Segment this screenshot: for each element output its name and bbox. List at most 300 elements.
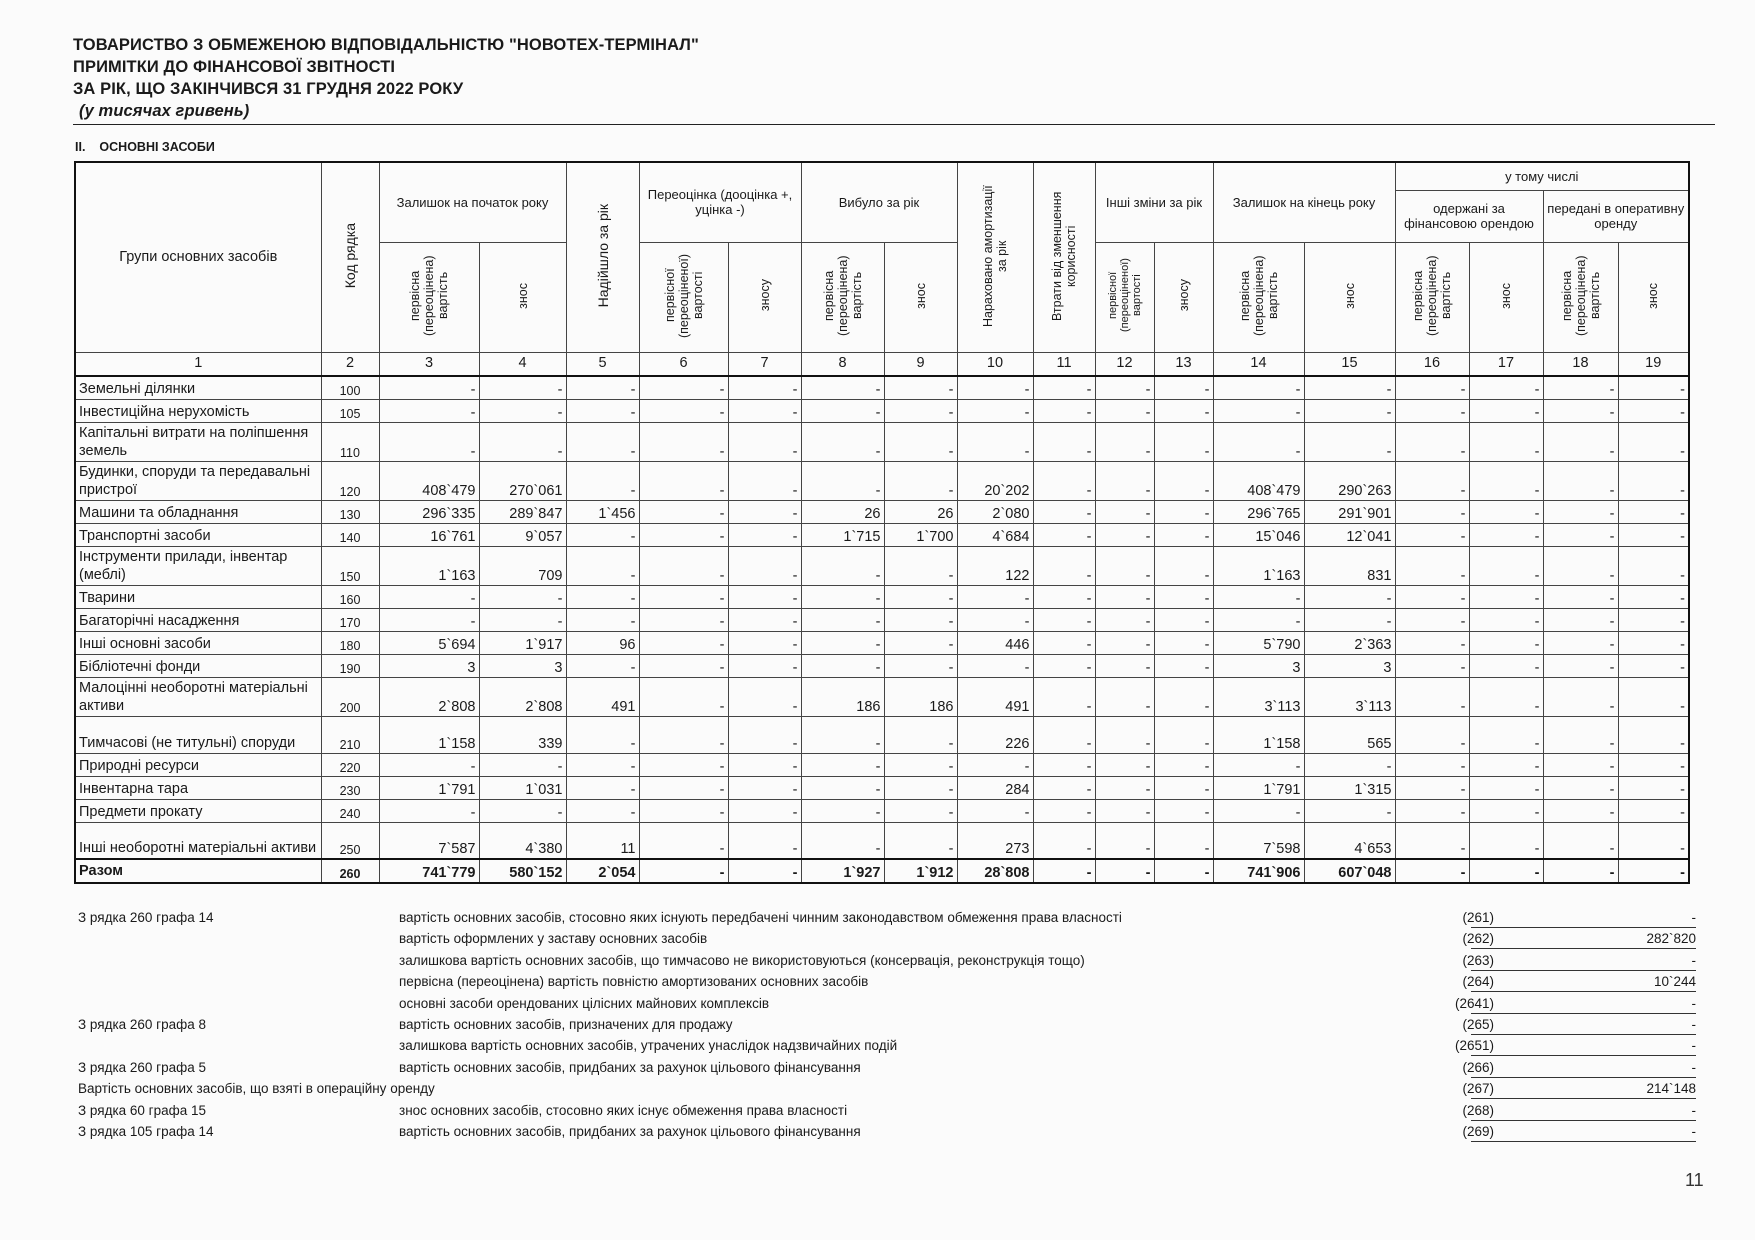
- row-code: 140: [321, 523, 379, 546]
- value-cell: -: [1304, 399, 1395, 422]
- value-cell: 408`479: [379, 461, 479, 500]
- value-cell: 1`700: [884, 523, 957, 546]
- value-cell: -: [1469, 546, 1543, 585]
- header-finlease: одержані за фінансовою орендою: [1395, 190, 1543, 242]
- value-cell: -: [728, 677, 801, 716]
- value-cell: 122: [957, 546, 1033, 585]
- value-cell: -: [1033, 376, 1095, 400]
- header-revaluation: Переоцінка (дооцінка +, уцінка -): [639, 162, 801, 242]
- value-cell: -: [1304, 753, 1395, 776]
- value-cell: -: [379, 608, 479, 631]
- value-cell: -: [1095, 859, 1154, 883]
- value-cell: 5`694: [379, 631, 479, 654]
- value-cell: -: [479, 799, 566, 822]
- note-reference: З рядка 60 графа 15: [78, 1102, 206, 1118]
- value-cell: -: [728, 608, 801, 631]
- row-code: 230: [321, 776, 379, 799]
- subheader-reval-wear: зносу: [728, 242, 801, 352]
- value-cell: 1`927: [801, 859, 884, 883]
- note-text: знос основних засобів, стосовно яких існує обмеження права власності: [399, 1102, 848, 1118]
- value-cell: 291`901: [1304, 500, 1395, 523]
- note-text: залишкова вартість основних засобів, утрачених унаслідок надзвичайних подій: [399, 1038, 898, 1054]
- note-value: -: [1471, 1017, 1696, 1035]
- value-cell: -: [1469, 776, 1543, 799]
- row-code: 240: [321, 799, 379, 822]
- value-cell: -: [1095, 399, 1154, 422]
- note-row: [78, 929, 1696, 950]
- value-cell: -: [884, 776, 957, 799]
- value-cell: -: [728, 523, 801, 546]
- value-cell: -: [1033, 523, 1095, 546]
- value-cell: -: [1154, 677, 1213, 716]
- value-cell: 741`779: [379, 859, 479, 883]
- value-cell: 2`080: [957, 500, 1033, 523]
- value-cell: -: [479, 585, 566, 608]
- note-code: (265): [1462, 1016, 1494, 1032]
- value-cell: -: [1618, 799, 1689, 822]
- value-cell: -: [1154, 523, 1213, 546]
- value-cell: 2`054: [566, 859, 639, 883]
- value-cell: -: [639, 376, 728, 400]
- note-text: вартість основних засобів, стосовно яких існують передбачені чинним законодавством обмеження права власності: [399, 910, 1122, 925]
- value-cell: -: [1618, 753, 1689, 776]
- subheader-fin-wear: знос: [1469, 242, 1543, 352]
- value-cell: 9`057: [479, 523, 566, 546]
- row-code: 250: [321, 822, 379, 859]
- note-row: [78, 1058, 1696, 1079]
- value-cell: -: [1543, 677, 1618, 716]
- row-code: 210: [321, 716, 379, 753]
- asset-group-name: Машини та обладнання: [75, 500, 321, 523]
- value-cell: 28`808: [957, 859, 1033, 883]
- note-text: вартість основних засобів, призначених для продажу: [399, 1016, 733, 1032]
- value-cell: -: [1154, 546, 1213, 585]
- value-cell: -: [1469, 608, 1543, 631]
- value-cell: -: [1543, 376, 1618, 400]
- value-cell: -: [1213, 376, 1304, 400]
- note-value: -: [1471, 1060, 1696, 1078]
- note-code: (268): [1462, 1102, 1494, 1118]
- value-cell: -: [1618, 859, 1689, 883]
- value-cell: -: [639, 500, 728, 523]
- value-cell: -: [379, 422, 479, 461]
- value-cell: -: [801, 753, 884, 776]
- table-row: [75, 546, 1689, 585]
- value-cell: -: [1395, 716, 1469, 753]
- value-cell: -: [1469, 799, 1543, 822]
- value-cell: -: [801, 461, 884, 500]
- value-cell: -: [1618, 654, 1689, 677]
- value-cell: -: [1395, 631, 1469, 654]
- value-cell: -: [884, 585, 957, 608]
- note-value: -: [1471, 1124, 1696, 1142]
- subheader-op-wear: знос: [1618, 242, 1689, 352]
- value-cell: -: [884, 716, 957, 753]
- value-cell: 12`041: [1304, 523, 1395, 546]
- value-cell: -: [1618, 422, 1689, 461]
- value-cell: -: [566, 776, 639, 799]
- value-cell: -: [1304, 422, 1395, 461]
- value-cell: 4`380: [479, 822, 566, 859]
- value-cell: -: [1469, 859, 1543, 883]
- value-cell: 289`847: [479, 500, 566, 523]
- value-cell: -: [1095, 422, 1154, 461]
- value-cell: -: [1543, 422, 1618, 461]
- value-cell: 491: [566, 677, 639, 716]
- column-number: 18: [1543, 352, 1618, 376]
- table-row: [75, 422, 1689, 461]
- value-cell: -: [1033, 500, 1095, 523]
- value-cell: -: [801, 399, 884, 422]
- value-cell: -: [1213, 585, 1304, 608]
- value-cell: -: [1095, 546, 1154, 585]
- value-cell: -: [566, 523, 639, 546]
- note-value: -: [1471, 1103, 1696, 1121]
- value-cell: -: [1033, 677, 1095, 716]
- value-cell: -: [379, 376, 479, 400]
- value-cell: -: [379, 585, 479, 608]
- value-cell: -: [1213, 422, 1304, 461]
- value-cell: 7`587: [379, 822, 479, 859]
- note-row: [78, 951, 1696, 972]
- asset-group-name: Природні ресурси: [75, 753, 321, 776]
- note-row: [78, 994, 1696, 1015]
- note-row: [78, 972, 1696, 993]
- header-end: Залишок на кінець року: [1213, 162, 1395, 242]
- table-row: [75, 608, 1689, 631]
- asset-group-name: Багаторічні насадження: [75, 608, 321, 631]
- value-cell: -: [801, 422, 884, 461]
- row-code: 110: [321, 422, 379, 461]
- value-cell: 339: [479, 716, 566, 753]
- value-cell: -: [801, 822, 884, 859]
- column-number-row: [75, 352, 1689, 376]
- value-cell: -: [1543, 585, 1618, 608]
- value-cell: -: [1033, 753, 1095, 776]
- table-row: [75, 461, 1689, 500]
- row-code: 220: [321, 753, 379, 776]
- subheader-other-wear: зносу: [1154, 242, 1213, 352]
- value-cell: -: [1033, 399, 1095, 422]
- value-cell: 26: [801, 500, 884, 523]
- row-code: 150: [321, 546, 379, 585]
- value-cell: -: [1154, 776, 1213, 799]
- subheader-end-wear: знос: [1304, 242, 1395, 352]
- table-row: [75, 523, 1689, 546]
- note-code: (2641): [1454, 995, 1494, 1011]
- value-cell: -: [1395, 822, 1469, 859]
- value-cell: -: [801, 376, 884, 400]
- value-cell: 1`456: [566, 500, 639, 523]
- value-cell: -: [566, 399, 639, 422]
- value-cell: -: [1543, 461, 1618, 500]
- value-cell: 296`335: [379, 500, 479, 523]
- section-number: II.: [75, 140, 86, 154]
- value-cell: -: [1154, 399, 1213, 422]
- value-cell: -: [566, 422, 639, 461]
- value-cell: -: [957, 654, 1033, 677]
- value-cell: -: [1154, 422, 1213, 461]
- value-cell: -: [1095, 631, 1154, 654]
- value-cell: -: [566, 608, 639, 631]
- value-cell: -: [639, 716, 728, 753]
- value-cell: -: [1395, 608, 1469, 631]
- value-cell: -: [1033, 461, 1095, 500]
- value-cell: -: [801, 799, 884, 822]
- header-including: у тому числі: [1395, 162, 1689, 190]
- fixed-assets-table: [74, 161, 1690, 884]
- value-cell: -: [884, 608, 957, 631]
- notes-section: [78, 908, 1696, 1143]
- value-cell: -: [1618, 631, 1689, 654]
- column-number: 16: [1395, 352, 1469, 376]
- table-row: [75, 376, 1689, 400]
- value-cell: -: [728, 585, 801, 608]
- value-cell: -: [566, 716, 639, 753]
- note-code: (262): [1462, 931, 1494, 947]
- value-cell: -: [728, 376, 801, 400]
- value-cell: -: [957, 608, 1033, 631]
- header-code: Код рядка: [321, 162, 379, 352]
- value-cell: -: [566, 546, 639, 585]
- header-disposed: Вибуло за рік: [801, 162, 957, 242]
- value-cell: -: [1469, 716, 1543, 753]
- value-cell: -: [884, 546, 957, 585]
- value-cell: -: [1395, 753, 1469, 776]
- value-cell: 16`761: [379, 523, 479, 546]
- value-cell: 1`917: [479, 631, 566, 654]
- value-cell: -: [379, 753, 479, 776]
- value-cell: -: [1395, 399, 1469, 422]
- value-cell: 226: [957, 716, 1033, 753]
- note-reference: З рядка 260 графа 8: [78, 1016, 206, 1032]
- subheader-wear: знос: [479, 242, 566, 352]
- table-row: [75, 631, 1689, 654]
- value-cell: -: [1213, 753, 1304, 776]
- value-cell: -: [479, 376, 566, 400]
- value-cell: -: [639, 523, 728, 546]
- column-number: 4: [479, 352, 566, 376]
- asset-group-name: Інвестиційна нерухомість: [75, 399, 321, 422]
- value-cell: -: [1033, 546, 1095, 585]
- value-cell: -: [1543, 859, 1618, 883]
- value-cell: -: [1095, 500, 1154, 523]
- value-cell: -: [1469, 585, 1543, 608]
- value-cell: -: [728, 859, 801, 883]
- table-row: [75, 654, 1689, 677]
- column-number: 8: [801, 352, 884, 376]
- value-cell: -: [728, 654, 801, 677]
- column-number: 12: [1095, 352, 1154, 376]
- value-cell: -: [639, 677, 728, 716]
- value-cell: -: [801, 631, 884, 654]
- value-cell: -: [728, 461, 801, 500]
- header-divider: [73, 124, 1715, 125]
- column-number: 14: [1213, 352, 1304, 376]
- asset-group-name: Малоцінні необоротні матеріальні активи: [75, 677, 321, 716]
- table-row: [75, 799, 1689, 822]
- value-cell: -: [479, 422, 566, 461]
- document-title: ПРИМІТКИ ДО ФІНАНСОВОЇ ЗВІТНОСТІ: [73, 58, 396, 76]
- note-value: 282`820: [1471, 931, 1696, 949]
- value-cell: 3: [1213, 654, 1304, 677]
- value-cell: -: [1618, 776, 1689, 799]
- column-number: 11: [1033, 352, 1095, 376]
- currency-unit: (у тисячах гривень): [79, 102, 250, 120]
- value-cell: -: [1395, 654, 1469, 677]
- header-oplease: передані в оперативну оренду: [1543, 190, 1689, 242]
- column-number: 5: [566, 352, 639, 376]
- value-cell: 96: [566, 631, 639, 654]
- value-cell: -: [1618, 585, 1689, 608]
- value-cell: -: [728, 822, 801, 859]
- column-number: 10: [957, 352, 1033, 376]
- value-cell: -: [1095, 461, 1154, 500]
- value-cell: 290`263: [1304, 461, 1395, 500]
- subheader-initial-cost: первісна (переоцінена) вартість: [379, 242, 479, 352]
- value-cell: 4`684: [957, 523, 1033, 546]
- header-group: Групи основних засобів: [75, 162, 321, 352]
- value-cell: 15`046: [1213, 523, 1304, 546]
- value-cell: -: [1095, 799, 1154, 822]
- asset-group-name: Інструменти прилади, інвентар (меблі): [75, 546, 321, 585]
- note-code: (264): [1462, 974, 1494, 990]
- header-other: Інші зміни за рік: [1095, 162, 1213, 242]
- value-cell: -: [1395, 523, 1469, 546]
- note-code: (261): [1462, 910, 1494, 925]
- value-cell: -: [1469, 631, 1543, 654]
- value-cell: -: [1213, 399, 1304, 422]
- value-cell: -: [884, 753, 957, 776]
- value-cell: -: [479, 753, 566, 776]
- value-cell: -: [1618, 461, 1689, 500]
- subheader-fin-initial: первісна (переоцінена) вартість: [1395, 242, 1469, 352]
- value-cell: -: [957, 399, 1033, 422]
- value-cell: -: [1469, 822, 1543, 859]
- value-cell: -: [566, 585, 639, 608]
- value-cell: -: [728, 753, 801, 776]
- value-cell: 1`163: [379, 546, 479, 585]
- value-cell: 1`163: [1213, 546, 1304, 585]
- value-cell: -: [1543, 500, 1618, 523]
- value-cell: 446: [957, 631, 1033, 654]
- value-cell: -: [801, 608, 884, 631]
- value-cell: 1`715: [801, 523, 884, 546]
- note-row: [78, 1079, 1696, 1100]
- row-code: 160: [321, 585, 379, 608]
- value-cell: -: [1095, 822, 1154, 859]
- value-cell: -: [801, 654, 884, 677]
- note-row: [78, 908, 1696, 929]
- note-text: вартість основних засобів, придбаних за рахунок цільового фінансування: [399, 1059, 861, 1075]
- value-cell: 5`790: [1213, 631, 1304, 654]
- value-cell: -: [1095, 654, 1154, 677]
- value-cell: -: [1618, 376, 1689, 400]
- column-number: 6: [639, 352, 728, 376]
- value-cell: -: [1469, 399, 1543, 422]
- value-cell: 2`363: [1304, 631, 1395, 654]
- value-cell: -: [1469, 376, 1543, 400]
- subheader-reval-initial: первісної (переоціненої) вартості: [639, 242, 728, 352]
- total-row: [75, 859, 1689, 883]
- value-cell: 3`113: [1304, 677, 1395, 716]
- value-cell: -: [1395, 859, 1469, 883]
- value-cell: -: [479, 399, 566, 422]
- column-number: 1: [75, 352, 321, 376]
- value-cell: 296`765: [1213, 500, 1304, 523]
- value-cell: -: [639, 585, 728, 608]
- table-body: [75, 376, 1689, 884]
- asset-group-name: Інші основні засоби: [75, 631, 321, 654]
- value-cell: -: [1154, 500, 1213, 523]
- value-cell: -: [1395, 799, 1469, 822]
- value-cell: -: [566, 753, 639, 776]
- header-received: Надійшло за рік: [566, 162, 639, 352]
- value-cell: -: [728, 716, 801, 753]
- asset-group-name: Земельні ділянки: [75, 376, 321, 400]
- value-cell: -: [1033, 716, 1095, 753]
- value-cell: -: [639, 859, 728, 883]
- value-cell: -: [566, 654, 639, 677]
- asset-group-name: Капітальні витрати на поліпшення земель: [75, 422, 321, 461]
- value-cell: 186: [884, 677, 957, 716]
- value-cell: -: [1033, 799, 1095, 822]
- value-cell: -: [1469, 500, 1543, 523]
- row-code: 170: [321, 608, 379, 631]
- value-cell: -: [1213, 799, 1304, 822]
- section-title: [75, 140, 215, 154]
- value-cell: -: [1304, 608, 1395, 631]
- note-row: [78, 1036, 1696, 1057]
- value-cell: -: [639, 753, 728, 776]
- value-cell: -: [957, 799, 1033, 822]
- value-cell: 2`808: [379, 677, 479, 716]
- value-cell: 1`912: [884, 859, 957, 883]
- note-row: [78, 1015, 1696, 1036]
- note-value: -: [1471, 953, 1696, 971]
- asset-group-name: Бібліотечні фонди: [75, 654, 321, 677]
- value-cell: -: [1618, 500, 1689, 523]
- value-cell: -: [1543, 753, 1618, 776]
- row-code: 100: [321, 376, 379, 400]
- note-text: первісна (переоцінена) вартість повністю амортизованих основних засобів: [399, 974, 869, 990]
- value-cell: -: [801, 776, 884, 799]
- value-cell: -: [1469, 422, 1543, 461]
- row-code: 120: [321, 461, 379, 500]
- value-cell: -: [1543, 546, 1618, 585]
- asset-group-name: Тварини: [75, 585, 321, 608]
- value-cell: -: [1154, 608, 1213, 631]
- value-cell: 26: [884, 500, 957, 523]
- value-cell: -: [1304, 585, 1395, 608]
- subheader-end-initial: первісна (переоцінена) вартість: [1213, 242, 1304, 352]
- value-cell: -: [884, 461, 957, 500]
- value-cell: -: [728, 631, 801, 654]
- value-cell: -: [1543, 523, 1618, 546]
- value-cell: -: [1154, 376, 1213, 400]
- row-code: 105: [321, 399, 379, 422]
- value-cell: -: [801, 716, 884, 753]
- asset-group-name: Тимчасові (не титульні) споруди: [75, 716, 321, 753]
- table-row: [75, 776, 1689, 799]
- value-cell: 491: [957, 677, 1033, 716]
- note-code: (2651): [1454, 1038, 1494, 1054]
- asset-group-name: Транспортні засоби: [75, 523, 321, 546]
- value-cell: -: [1395, 376, 1469, 400]
- value-cell: -: [1154, 753, 1213, 776]
- table-row: [75, 753, 1689, 776]
- value-cell: -: [639, 399, 728, 422]
